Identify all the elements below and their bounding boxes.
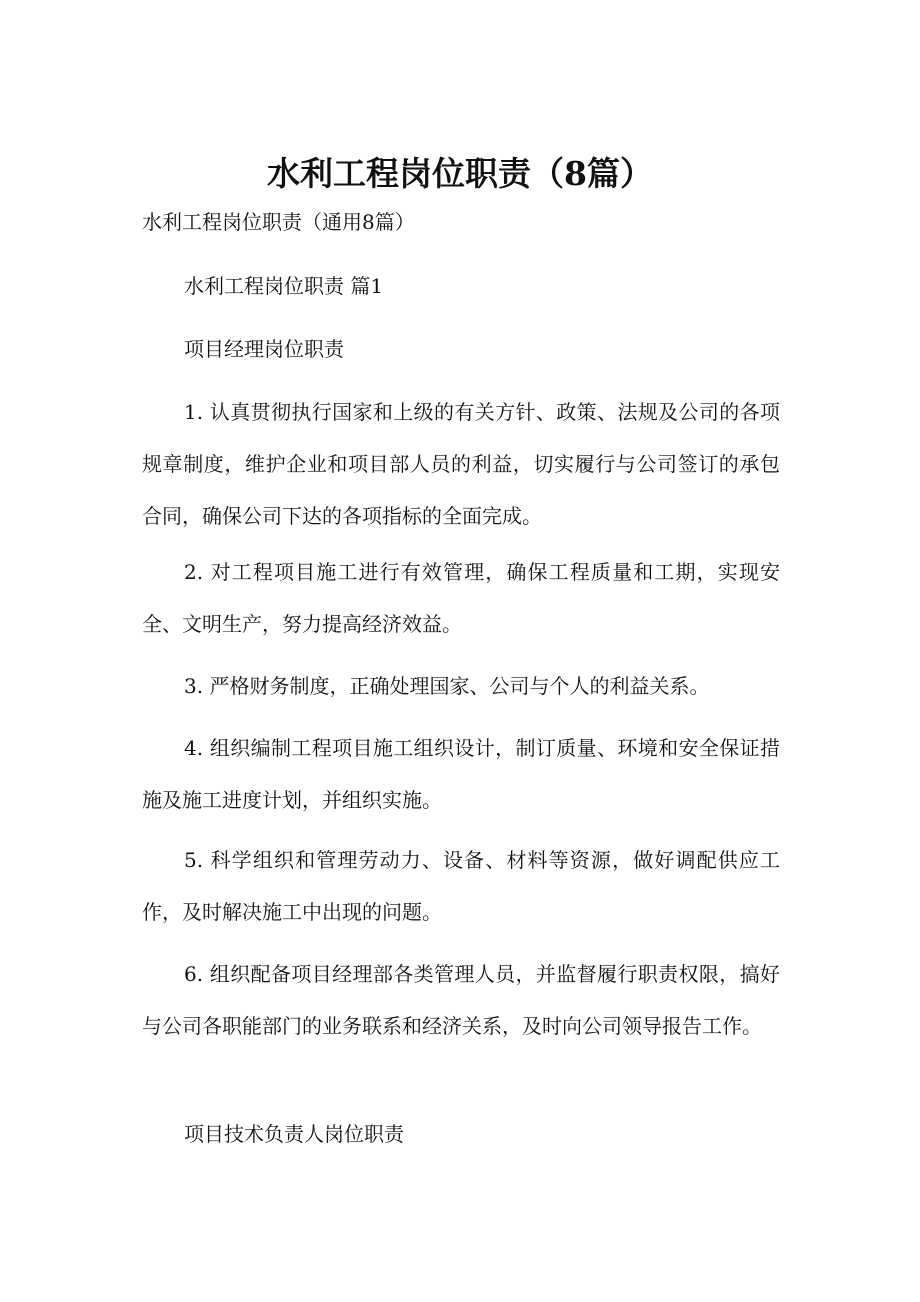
document-subtitle: 水利工程岗位职责（通用8篇） xyxy=(142,210,415,234)
role-heading-project-manager: 项目经理岗位职责 xyxy=(184,337,344,361)
duty-item-4: 4. 组织编制工程项目施工组织设计，制订质量、环境和安全保证措施及施工进度计划，并组织实施。 xyxy=(142,736,780,812)
duty-item-5: 5. 科学组织和管理劳动力、设备、材料等资源，做好调配供应工作，及时解决施工中出现的问题。 xyxy=(142,848,780,924)
document-title: 水利工程岗位职责（8篇） xyxy=(267,154,653,193)
role-heading-technical-lead: 项目技术负责人岗位职责 xyxy=(184,1122,404,1146)
section-heading: 水利工程岗位职责 篇1 xyxy=(184,274,384,298)
duty-item-1: 1. 认真贯彻执行国家和上级的有关方针、政策、法规及公司的各项规章制度，维护企业和项目部人员的利益，切实履行与公司签订的承包合同，确保公司下达的各项指标的全面完成。 xyxy=(142,400,780,528)
duty-item-6: 6. 组织配备项目经理部各类管理人员，并监督履行职责权限，搞好与公司各职能部门的业务联系和经济关系，及时向公司领导报告工作。 xyxy=(142,962,780,1038)
duty-item-3: 3. 严格财务制度，正确处理国家、公司与个人的利益关系。 xyxy=(184,674,710,698)
duty-item-2: 2. 对工程项目施工进行有效管理，确保工程质量和工期，实现安全、文明生产，努力提高经济效益。 xyxy=(142,560,780,636)
